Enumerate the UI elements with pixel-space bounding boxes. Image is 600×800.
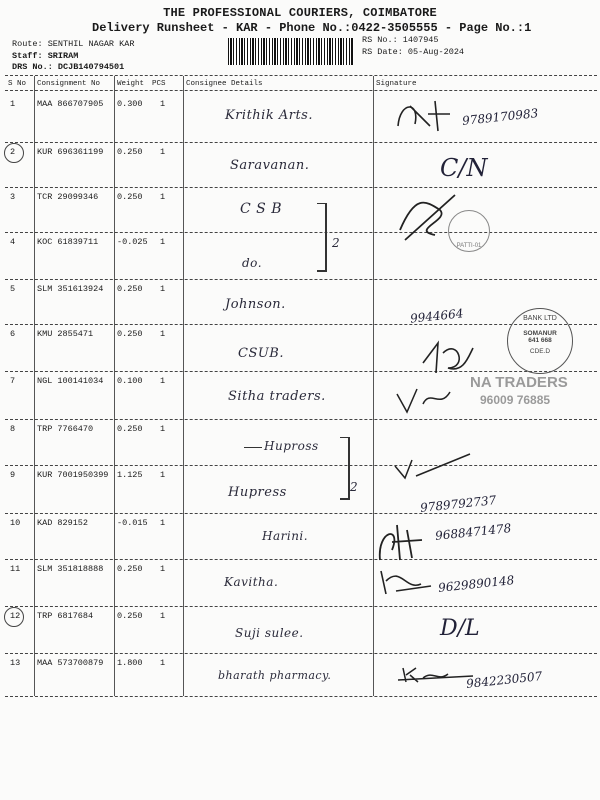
row-sno: 3 [10,192,16,202]
weight-value: 0.250 [117,329,143,339]
consignee-name: Kavitha. [224,575,279,589]
signature-scribble [390,96,470,136]
weight-value: 0.250 [117,564,143,574]
weight-value: 0.300 [117,99,143,109]
col-header-sno: S No [8,80,27,88]
table-top-rule [5,75,597,76]
group-bracket [317,203,327,272]
signature-text: D/L [440,616,480,641]
consignment-no: TCR 29099346 [37,192,99,202]
row-sno: 9 [10,470,16,480]
consignee-name: Sitha traders. [228,389,326,404]
signature-scribble [418,338,478,378]
col-divider [183,76,184,696]
consignment-no: TRP 7766470 [37,424,94,434]
bank-stamp-code: CDE.D [529,348,551,355]
header-rule [5,90,597,91]
consignment-no: KMU 2855471 [37,329,94,339]
consignee-name: CSUB. [238,346,284,361]
staff-label: Staff: SRIRAM [12,51,79,61]
rs-no: RS No.: 1407945 [362,35,439,45]
weight-value: 0.250 [117,147,143,157]
consignee-name: Suji sulee. [235,626,304,640]
pcs-value: 1 [160,284,166,294]
row-sno: 7 [10,376,16,386]
row-sno: 13 [10,658,21,668]
rs-date: RS Date: 05-Aug-2024 [362,47,465,57]
signature-scribble [398,660,478,690]
runsheet-title: Delivery Runsheet - KAR - Phone No.:0422-3505555 - Page No.:1 [92,21,532,35]
row-sno: 2 [10,147,16,157]
weight-value: 0.250 [117,284,143,294]
bank-stamp [507,308,573,374]
signature-text: 9629890148 [437,573,515,595]
consignee-name: Johnson. [225,297,286,312]
weight-value: 0.250 [117,611,143,621]
row-divider [5,142,597,143]
weight-value: 0.250 [117,424,143,434]
signature-text: 9789792737 [419,493,497,515]
bank-stamp-name: BANK LTD [523,315,557,322]
consignee-name: Krithik Arts. [225,108,313,123]
circled-row-mark [4,143,24,163]
col-header-consignee: Consignee Details [186,80,263,88]
row-divider [5,279,597,280]
weight-value: 1.125 [117,470,143,480]
pcs-value: 1 [160,329,166,339]
group-bracket [340,437,350,500]
row-sno: 1 [10,99,16,109]
consignment-no: MAA 573700879 [37,658,104,668]
consignment-no: SLM 351613924 [37,284,104,294]
row-sno: 11 [10,564,21,574]
group-count: 2 [332,236,340,250]
circled-row-mark [4,607,24,627]
row-divider [5,606,597,607]
group-count: 2 [350,480,358,494]
bank-stamp-pin: 641 668 [528,337,552,344]
row-divider [5,324,597,325]
bank-stamp-branch: SOMANUR [523,330,557,337]
col-divider [34,76,35,696]
row-divider [5,187,597,188]
route-label: Route: SENTHIL NAGAR KAR [12,39,135,49]
signature-text: 9944664 [409,306,465,326]
consignee-name: do. [242,256,263,270]
col-header-signature: Signature [376,80,417,88]
company-title: THE PROFESSIONAL COURIERS, COIMBATORE [163,6,437,20]
signature-scribble [395,384,455,414]
signature-text: 9688471478 [434,521,512,543]
consignment-no: KAD 829152 [37,518,89,528]
consignee-name: Hupress [228,485,287,500]
consignment-no: SLM 351818888 [37,564,104,574]
col-header-consignment: Consignment No [37,80,101,88]
col-header-pcs: PCS [152,80,166,88]
pcs-value: 1 [160,518,166,528]
col-divider [373,76,374,696]
traders-stamp-phone: 96009 76885 [480,393,551,407]
traders-stamp: NA TRADERS [470,374,568,391]
partial-stamp: PATTI-01 [448,210,490,252]
pcs-value: 1 [160,564,166,574]
barcode [228,38,354,65]
col-header-weight: Weight [117,80,145,88]
row-divider [5,232,597,233]
signature-scribble [376,566,436,596]
consignment-no: KUR 696361199 [37,147,104,157]
consignment-no: TRP 6817684 [37,611,94,621]
signature-text: C/N [440,154,488,182]
row-sno: 6 [10,329,16,339]
pcs-value: 1 [160,147,166,157]
consignee-name: Saravanan. [230,158,310,173]
row-divider [5,559,597,560]
row-divider [5,465,597,466]
consignee-name: Hupross [264,439,319,453]
consignment-no: MAA 866707905 [37,99,104,109]
pcs-value: 1 [160,376,166,386]
row-sno: 12 [10,611,21,621]
consignee-name: Harini. [262,529,309,543]
weight-value: 0.250 [117,192,143,202]
weight-value: -0.015 [117,518,148,528]
strike-mark [244,447,262,448]
row-divider [5,371,597,372]
col-divider [114,76,115,696]
drs-label: DRS No.: DCJB140794501 [12,62,125,72]
row-sno: 4 [10,237,16,247]
row-divider [5,419,597,420]
pcs-value: 1 [160,470,166,480]
signature-text: 9789170983 [461,106,539,128]
row-divider [5,653,597,654]
row-sno: 10 [10,518,21,528]
consignment-no: KUR 7001950399 [37,470,109,480]
row-divider [5,696,597,697]
consignment-no: NGL 100141034 [37,376,104,386]
consignee-name: bharath pharmacy. [218,669,332,682]
pcs-value: 1 [160,424,166,434]
weight-value: 0.100 [117,376,143,386]
consignment-no: KOC 61839711 [37,237,99,247]
pcs-value: 1 [160,658,166,668]
row-divider [5,513,597,514]
signature-scribble [372,520,432,565]
pcs-value: 1 [160,237,166,247]
weight-value: -0.025 [117,237,148,247]
row-sno: 8 [10,424,16,434]
row-sno: 5 [10,284,16,294]
pcs-value: 1 [160,99,166,109]
pcs-value: 1 [160,611,166,621]
signature-scribble [390,446,480,486]
weight-value: 1.800 [117,658,143,668]
consignee-name: C S B [240,201,282,217]
signature-text: 9842230507 [465,669,543,691]
pcs-value: 1 [160,192,166,202]
